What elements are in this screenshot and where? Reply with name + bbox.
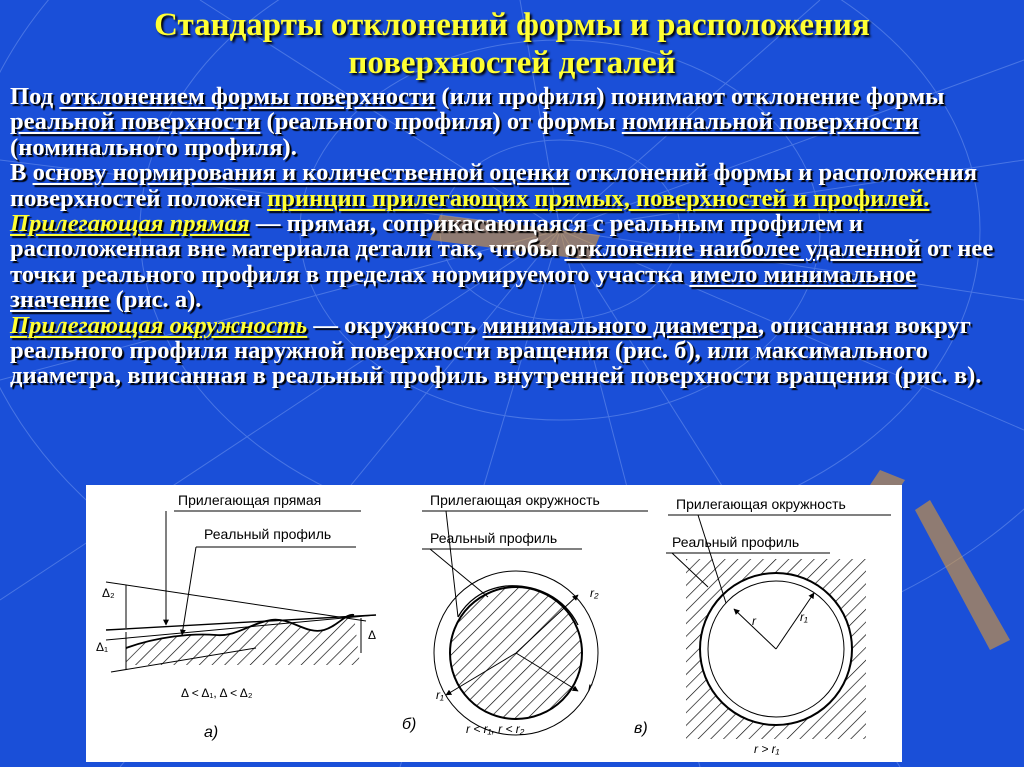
text-span: — окружность [307,311,483,339]
paragraph-form-deviation [10,84,1016,160]
text-span: (номинального профиля). [10,133,297,161]
label-real-profile-a: Реальный профиль [204,526,332,542]
term-minimal-diameter: минимального диаметра [482,311,758,339]
text-span: — прямая, соприкасающаяся с реальным профилем и расположенная вне материала детали так, чтобы [10,210,863,263]
panel-a [96,492,376,741]
term-form-deviation: отклонением формы поверхности [59,83,436,110]
label-real-profile-c: Реальный профиль [672,534,800,550]
deviation-figure [86,485,902,762]
label-r1-c: r₁ [800,610,808,624]
term-nominal-surface: номинальной поверхности [621,108,919,136]
label-adjacent-line: Прилегающая прямая [178,492,322,508]
caption-b: б) [402,716,417,733]
label-r1-b: r₁ [436,688,444,702]
label-delta2: Δ₂ [102,586,115,600]
text-span: (реального профиля) от формы [260,108,622,136]
slide-title-line2: поверхностей деталей [348,45,676,81]
term-farthest-point: отклонение наиболее удаленной [564,235,921,263]
text-span: (или профиля) понимают отклонение формы [435,83,945,110]
panel-c [634,496,891,756]
paragraph-normalization [10,160,1016,211]
label-r-c: r [752,614,756,628]
paragraph-adjacent-line [10,211,1016,313]
body-text [10,84,1016,389]
condition-a: Δ < Δ₁, Δ < Δ₂ [181,686,253,700]
label-adjacent-circle-b: Прилегающая окружность [430,492,600,508]
text-span: Под [10,83,60,110]
text-span: , описанная вокруг реального профиля наружной поверхности вращения (рис. б), или максимального диаметра, вписанная в реальный профиль внутренней поверхности вращения (рис. в). [10,311,982,390]
term-adjacent-principle: принцип прилегающих прямых, поверхностей и профилей. [267,184,930,212]
label-delta: Δ [368,628,377,642]
slide-title [0,6,1024,82]
term-normalization-basis: основу нормирования и количественной оценки [32,159,570,187]
text-span: от нее точки реального профиля в пределах нормируемого участка [10,235,994,288]
text-span: В [10,159,33,187]
term-adjacent-circle: Прилегающая окружность [10,311,308,339]
text-span: (рис. а). [109,286,202,314]
slide-title-line1: Стандарты отклонений формы и расположения [154,7,870,43]
paragraph-adjacent-circle [10,313,1016,389]
condition-c: r > r₁ [754,742,780,756]
label-real-profile-b: Реальный профиль [430,530,558,546]
label-r-b: r [588,680,592,694]
label-r2: r₂ [590,586,599,600]
term-adjacent-line: Прилегающая прямая [10,210,250,238]
text-span: отклонений формы и расположения поверхностей положен [10,159,978,212]
label-delta1: Δ₁ [96,640,109,654]
caption-a: а) [204,724,219,741]
label-adjacent-circle-c: Прилегающая окружность [676,496,846,512]
panel-b [402,492,648,736]
term-real-surface: реальной поверхности [10,108,261,136]
term-minimal-value: имело минимальное значение [10,260,917,314]
caption-c: в) [634,720,648,737]
condition-b: r < r₁, r < r₂ [466,722,525,736]
